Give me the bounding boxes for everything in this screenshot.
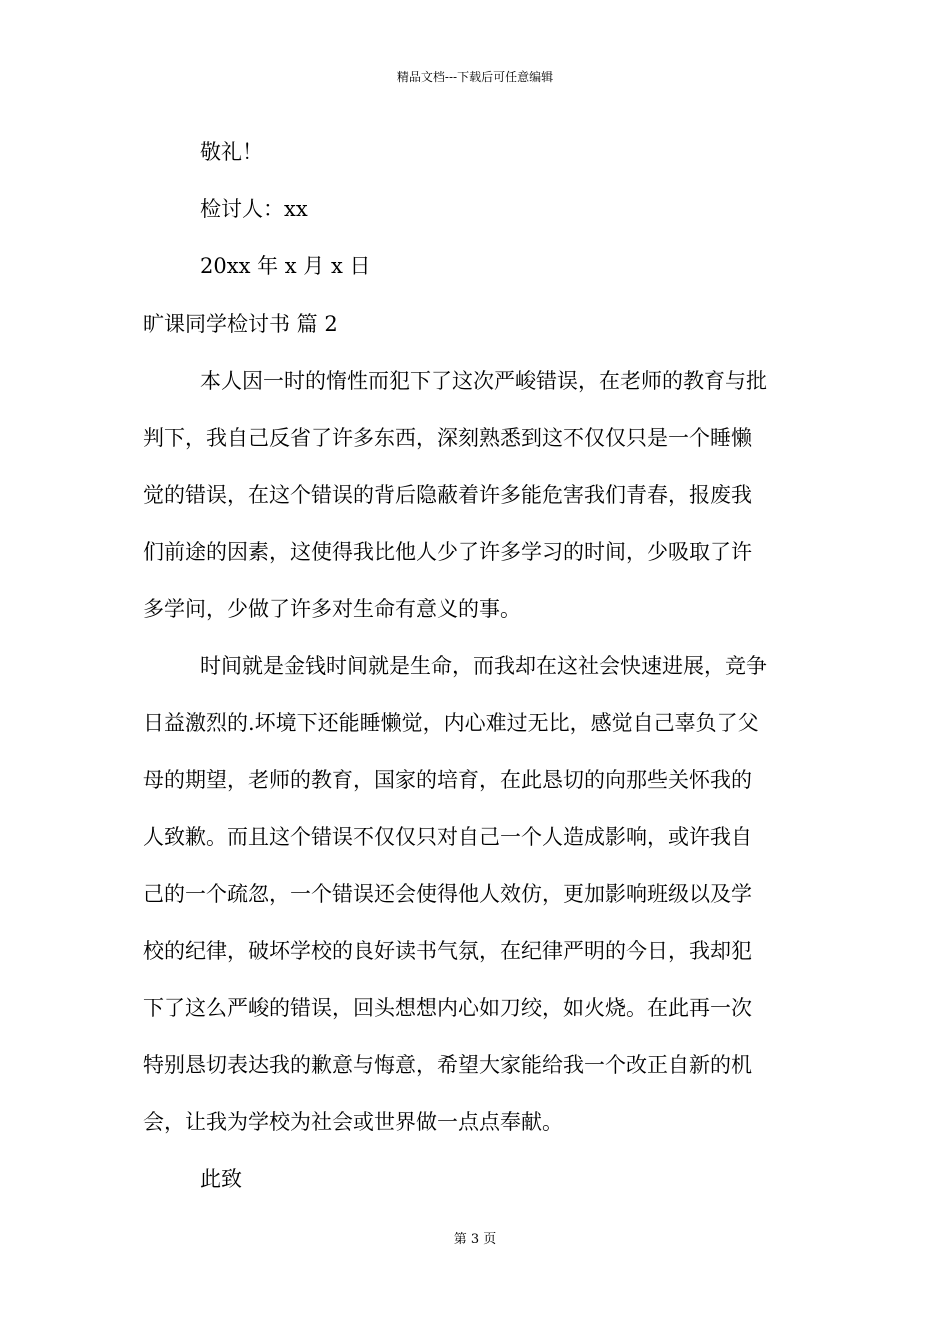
- paragraph-line: 人致歉。而且这个错误不仅仅只对自己一个人造成影响，或许我自: [143, 825, 752, 849]
- page-header: 精品文档---下载后可任意编辑: [396, 70, 554, 84]
- salutation: 敬礼！: [200, 140, 263, 164]
- paragraph-line: 日益激烈的.坏境下还能睡懒觉，内心难过无比，感觉自己辜负了父: [143, 711, 759, 735]
- paragraph-line: 校的纪律，破坏学校的良好读书气氛，在纪律严明的今日，我却犯: [143, 939, 752, 963]
- paragraph-line: 判下，我自己反省了许多东西，深刻熟悉到这不仅仅只是一个睡懒: [143, 426, 752, 450]
- paragraph-line: 觉的错误，在这个错误的背后隐蔽着许多能危害我们青春，报废我: [143, 483, 752, 507]
- page-number: 第 3 页: [453, 1232, 497, 1247]
- paragraph-line: 时间就是金钱时间就是生命，而我却在这社会快速进展，竞争: [200, 654, 767, 678]
- paragraph-line: 本人因一时的惰性而犯下了这次严峻错误，在老师的教育与批: [200, 369, 767, 393]
- signer: 检讨人：xx: [200, 197, 308, 221]
- paragraph-line: 们前途的因素，这使得我比他人少了许多学习的时间，少吸取了许: [143, 540, 752, 564]
- paragraph-line: 母的期望，老师的教育，国家的培育，在此恳切的向那些关怀我的: [143, 768, 752, 792]
- paragraph-line: 会，让我为学校为社会或世界做一点点奉献。: [143, 1110, 563, 1134]
- section-title: 旷课同学检讨书 篇 2: [143, 312, 338, 336]
- paragraph-line: 下了这么严峻的错误，回头想想内心如刀绞，如火烧。在此再一次: [143, 996, 752, 1020]
- closing-start: 此致: [200, 1167, 242, 1191]
- paragraph-line: 特别恳切表达我的歉意与悔意，希望大家能给我一个改正自新的机: [143, 1053, 752, 1077]
- date: 20xx 年 x 月 x 日: [200, 254, 371, 278]
- paragraph-line: 多学问，少做了许多对生命有意义的事。: [143, 597, 521, 621]
- paragraph-line: 己的一个疏忽，一个错误还会使得他人效仿，更加影响班级以及学: [143, 882, 752, 906]
